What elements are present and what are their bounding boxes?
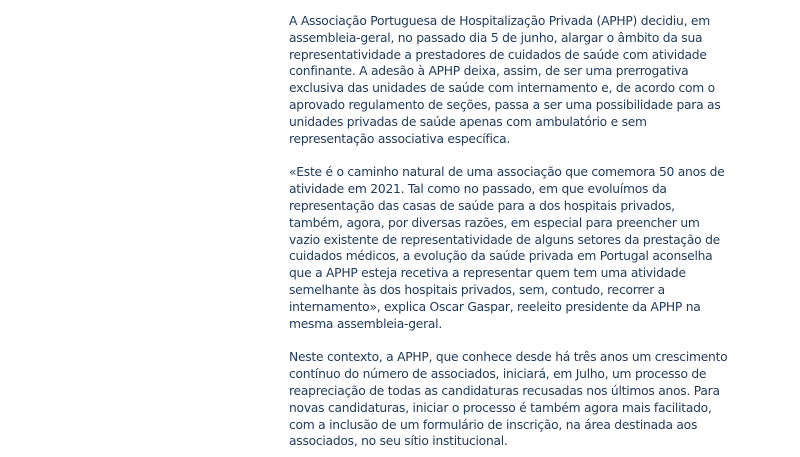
article-body [289,13,731,450]
article-paragraph-3: Neste contexto, a APHP, que conhece desde há três anos um crescimento contínuo do número de associados, iniciará, em Julho, um processo de reapreciação de todas as candidaturas recusadas nos últimos anos. Para novas candidaturas, iniciar o processo é também agora mais facilitado, com a inclusão de um formulário de inscrição, na área destinada aos associados, no seu sítio institucional. [289,350,728,449]
article-paragraph-1: A Associação Portuguesa de Hospitalização Privada (APHP) decidiu, em assembleia-geral, no passado dia 5 de junho, alargar o âmbito da sua representatividade a prestadores de cuidados de saúde com atividade confinante. A adesão à APHP deixa, assim, de ser uma prerrogativa exclusiva das unidades de saúde com internamento e, de acordo com o aprovado regulamento de seções, passa a ser uma possibilidade para as unidades privadas de saúde apenas com ambulatório e sem representação associativa específica. [289,14,721,146]
article-paragraph-2: «Este é o caminho natural de uma associação que comemora 50 anos de atividade em 2021. Tal como no passado, em que evoluímos da representação das casas de saúde para a dos hospitais privados, também, agora, por diversas razões, em especial para preencher um vazio existente de representatividade de alguns setores da prestação de cuidados médicos, a evolução da saúde privada em Portugal aconselha que a APHP esteja recetiva a representar quem tem uma atividade semelhante às dos hospitais privados, sem, contudo, recorrer a internamento», explica Oscar Gaspar, reeleito presidente da APHP na mesma assembleia-geral. [289,165,725,331]
